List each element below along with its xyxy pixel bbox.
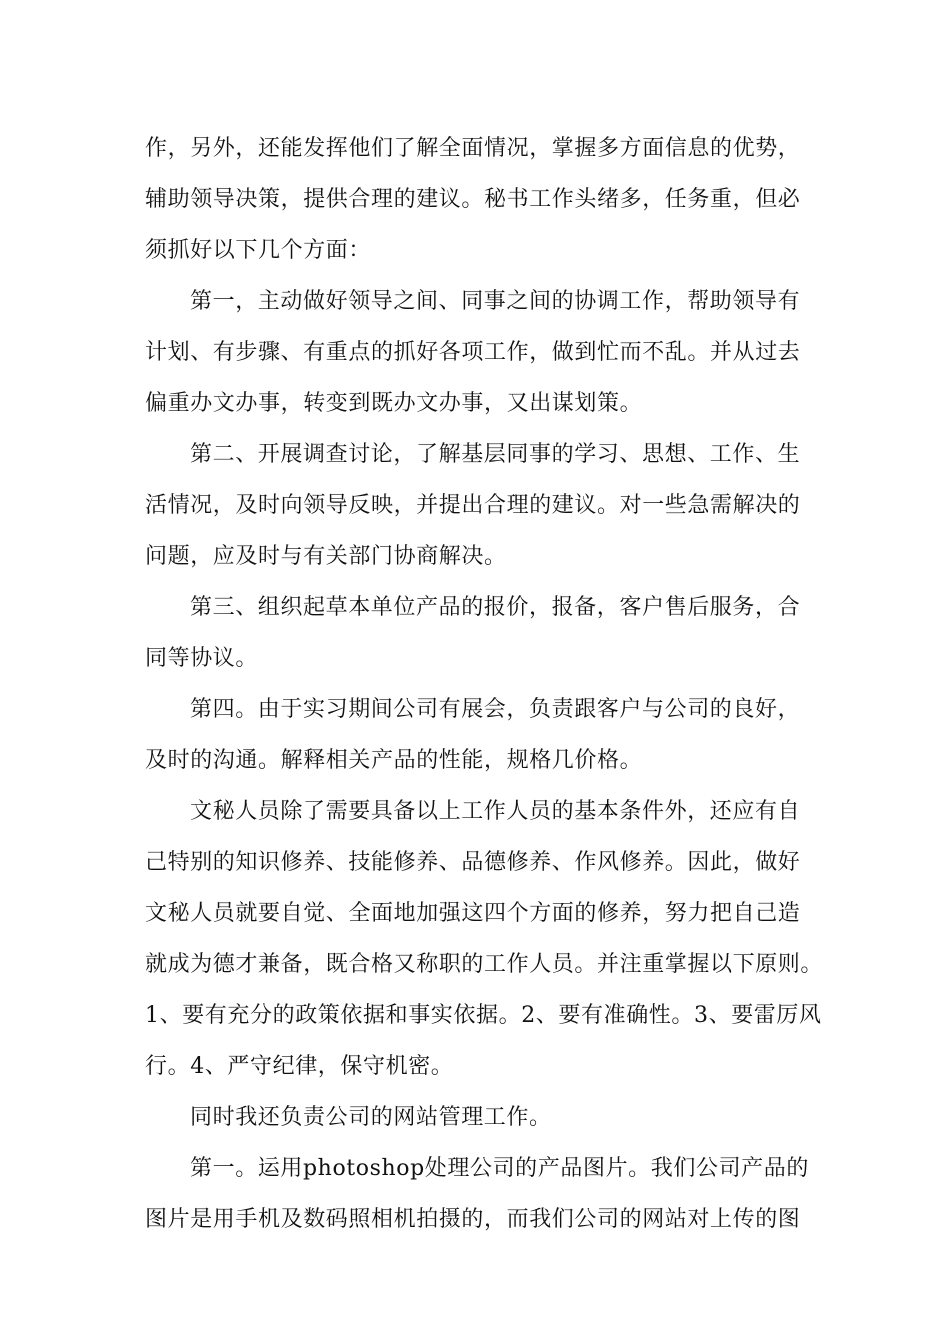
text-line: 1、要有充分的政策依据和事实依据。2、要有准确性。3、要雷厉风 — [145, 1003, 822, 1028]
text-line: 图片是用手机及数码照相机拍摄的，而我们公司的网站对上传的图 — [145, 1207, 801, 1232]
text-line: 作，另外，还能发挥他们了解全面情况，掌握多方面信息的优势， — [145, 136, 801, 161]
text-line: 己特别的知识修养、技能修养、品德修养、作风修养。因此，做好 — [145, 850, 801, 875]
text-line: 活情况，及时向领导反映，并提出合理的建议。对一些急需解决的 — [145, 493, 801, 518]
text-line: 计划、有步骤、有重点的抓好各项工作，做到忙而不乱。并从过去 — [145, 340, 801, 365]
text-line: 第四。由于实习期间公司有展会，负责跟客户与公司的良好， — [190, 697, 801, 722]
text-line: 行。4、严守纪律，保守机密。 — [145, 1054, 454, 1079]
text-line: 第一，主动做好领导之间、同事之间的协调工作，帮助领导有 — [190, 289, 801, 314]
text-line: 辅助领导决策，提供合理的建议。秘书工作头绪多，任务重，但必 — [145, 187, 801, 212]
text-line: 第二、开展调查讨论，了解基层同事的学习、思想、工作、生 — [190, 442, 801, 467]
text-line: 偏重办文办事，转变到既办文办事，又出谋划策。 — [145, 391, 643, 416]
text-line: 第一。运用photoshop处理公司的产品图片。我们公司产品的 — [190, 1156, 809, 1181]
text-line: 同时我还负责公司的网站管理工作。 — [190, 1105, 552, 1130]
text-line: 就成为德才兼备，既合格又称职的工作人员。并注重掌握以下原则。 — [145, 952, 824, 977]
text-line: 文秘人员就要自觉、全面地加强这四个方面的修养，努力把自己造 — [145, 901, 801, 926]
text-line: 及时的沟通。解释相关产品的性能，规格几价格。 — [145, 748, 643, 773]
text-line: 第三、组织起草本单位产品的报价，报备，客户售后服务，合 — [190, 595, 801, 620]
text-line: 问题，应及时与有关部门协商解决。 — [145, 544, 507, 569]
text-line: 文秘人员除了需要具备以上工作人员的基本条件外，还应有自 — [190, 799, 801, 824]
text-line: 同等协议。 — [145, 646, 259, 671]
text-line: 须抓好以下几个方面： — [145, 238, 372, 263]
